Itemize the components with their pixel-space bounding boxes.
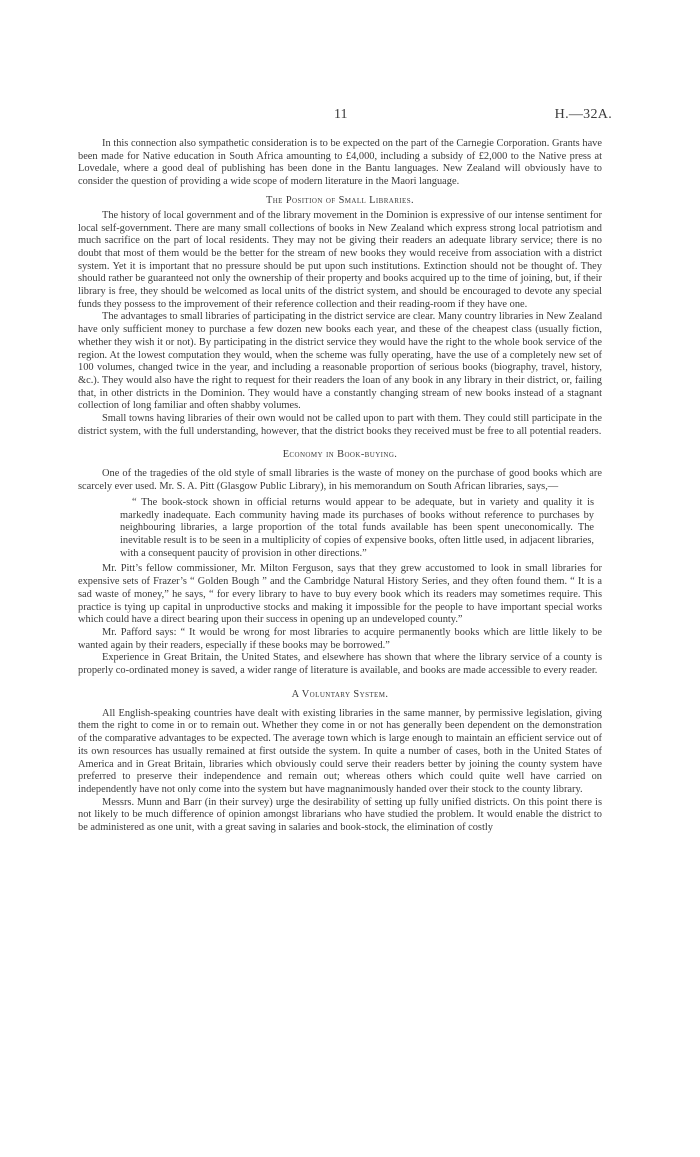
quote-text: “ The book-stock shown in official returns would appear to be adequate, but in variety and quality it is markedly inadequate. Each community having made its purchases of books without reference to purchases by neighbouring libraries, a large proportion of the total funds available has been spent uneconomically. The inevitable result is to be seen in a multiplicity of copies of expensive books, often little used, in adjacent libraries, with a consequent paucity of provision in other directions.” [120,496,594,559]
paragraph: Messrs. Munn and Barr (in their survey) urge the desirability of setting up fully unified districts. On this point there is not likely to be much difference of opinion amongst librarians who have studied the problem. It would enable the district to be administered as one unit, with a great saving in salaries and book-stock, the elimination of costly [78,796,602,834]
paragraph: The history of local government and of the library movement in the Dominion is expressive of our intense sentiment for local self-government. There are many small collections of books in New Zealand which express strong local patriotism and much sacrifice on the part of local residents. They may not be giving their readers an adequate library service; there is no doubt that most of them would be the better for the stream of new books they would receive from association with a district system. Yet it is important that no pressure should be put upon such institutions. Extinction should not be thought of. They should rather be guaranteed not only the ownership of their property and books acquired up to the time of joining, but, if their library is free, they should be welcomed as local units of the district system, and should be encouraged to devote any special funds they possess to the improvement of their reference collection and their reading-room if they have one. [78,209,602,310]
paragraph: Small towns having libraries of their own would not be called upon to part with them. They could still participate in the district system, with the full understanding, however, that the district books they received must be free to all potential readers. [78,413,602,437]
paragraph: In this connection also sympathetic consideration is to be expected on the part of the Carnegie Corporation. Grants have been made for Native education in South Africa amounting to £4,000, including a subsidy of £2,000 to the Native press at Lovedale, where a good deal of publishing has been done in the Bantu languages. New Zealand will obviously have to consider the question of providing a wide scope of modern literature in the Maori language. [78,138,602,188]
section-heading: The Position of Small Libraries. [265,194,415,206]
page-header [0,107,700,127]
page-body [78,138,602,835]
section-heading: A Voluntary System. [291,688,389,700]
section-heading: Economy in Book-buying. [282,449,398,461]
paragraph: Mr. Pafford says: “ It would be wrong for most libraries to acquire permanently books which are little likely to be wanted again by their readers, especially if these books may be borrowed.” [78,626,602,651]
document-reference: H.—32A. [554,107,612,122]
paragraph: One of the tragedies of the old style of small libraries is the waste of money on the purchase of good books which are scarcely ever used. Mr. S. A. Pitt (Glasgow Public Library), in his memorandum on South African libraries, says,— [78,468,602,493]
paragraph: The advantages to small libraries of participating in the district service are clear. Many country libraries in New Zealand have only sufficient money to purchase a few dozen new books each year, and these of the cheapest class (usually fiction, whether they wish it or not). By participating in the district service they would have the right to the whole book service of the region. At the lowest computation they would, when the scheme was fully operating, have the use of a completely new set of 100 volumes, changed twice in the year, and including a reasonable proportion of serious books (biography, travel, history, &c.). They would also have the right to request for their readers the loan of any book in any library in their district, or, failing that, in other districts in the Dominion. They would have a constantly changing stream of new books instead of a stagnant collection of long familiar and often shabby volumes. [78,311,603,412]
block-quote [120,497,594,561]
page-number: 11 [334,107,348,122]
paragraph: Experience in Great Britain, the United States, and elsewhere has shown that where the library service of a county is properly co-ordinated money is saved, a wider range of literature is available, and books are made accessible to every reader. [78,652,602,677]
paragraph: All English-speaking countries have dealt with existing libraries in the same manner, by permissive legislation, giving them the right to come in or to remain out. Whether they come in or not has generally been dependent on the demonstration of the comparative advantages to be expected. The average town which is large enough to maintain an efficient service out of its own resources has usually remained at first outside the system. In quite a number of cases, both in the United States of America and in Great Britain, libraries which obviously could serve their readers better by joining the county system have preferred to preserve their independence and remain out; whereas others which could quite well have carried on independently have not only come into the system but have magnanimously handed over their stock to the county library. [78,707,602,795]
paragraph: Mr. Pitt’s fellow commissioner, Mr. Milton Ferguson, says that they grew accustomed to look in small libraries for expensive sets of Frazer’s “ Golden Bough ” and the Cambridge Natural History Series, and they often found them. “ It is a sad waste of money,” he says, “ for every library to have to buy every book which its readers may sometimes require. This practice is tying up capital in unproductive stocks and making it impossible for the people to have important special works which could have a direct bearing upon their success in opening up an undeveloped county.” [78,563,602,626]
